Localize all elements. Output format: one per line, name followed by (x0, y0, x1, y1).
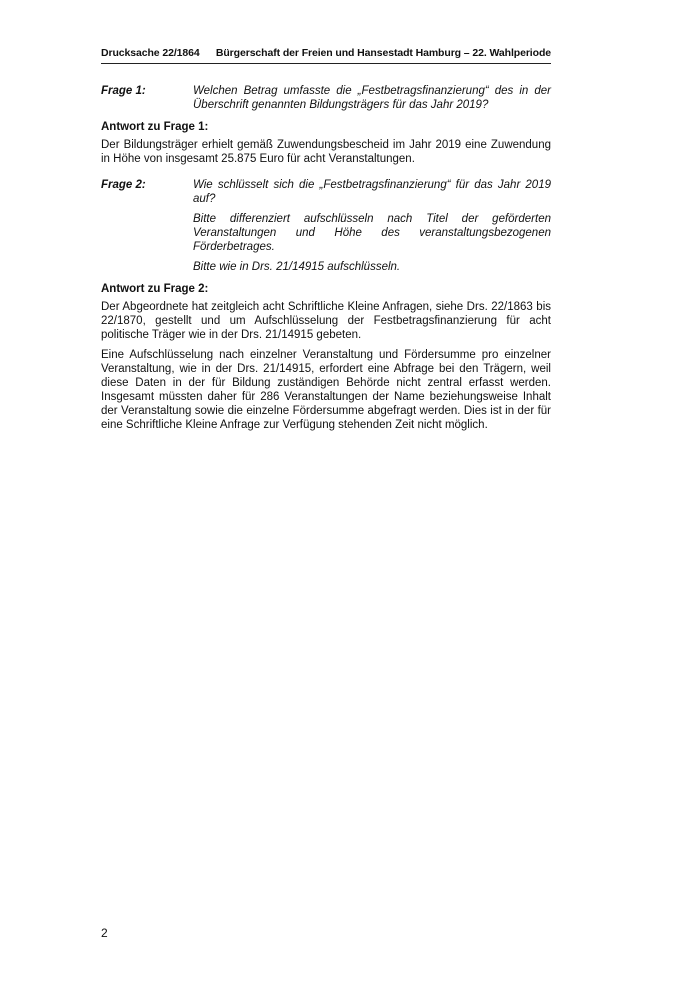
document-content (101, 84, 551, 438)
doc-number: Drucksache 22/1864 (101, 47, 200, 59)
question-2-note: Bitte wie in Drs. 21/14915 aufschlüsseln. (193, 261, 401, 273)
question-2-detail: Bitte differenziert aufschlüsseln nach Titel der geförderten Veranstaltungen und Höhe des veranstaltungsbezogenen Förderbetrages. (193, 213, 551, 253)
question-1-text: Welchen Betrag umfasste die „Festbetragsfinanzierung“ des in der Überschrift genannten Bildungsträgers für das Jahr 2019? (193, 85, 551, 111)
answer-2-paragraph-2: Eine Aufschlüsselung nach einzelner Veranstaltung und Fördersumme pro einzelner Veranstaltung, wie in der Drs. 21/14915, erfordert eine Abfrage bei den Trägern, weil diese Daten in der für Bildung zuständigen Behörde nicht zentral erfasst werden. Insgesamt müssten daher für 286 Veranstaltungen der Name beziehungsweise Inhalt der Veranstaltung sowie die einzelne Fördersumme abgefragt werden. Dies ist in der für eine Schriftliche Kleine Anfrage zur Verfügung stehenden Zeit nicht möglich. (101, 349, 551, 431)
question-1-label: Frage 1: (101, 85, 146, 97)
answer-1-text: Der Bildungsträger erhielt gemäß Zuwendungsbescheid im Jahr 2019 eine Zuwendung in Höhe von insgesamt 25.875 Euro für acht Veranstaltungen. (101, 139, 551, 165)
question-1 (101, 84, 551, 112)
answer-1-title: Antwort zu Frage 1: (101, 121, 209, 133)
question-2-text: Wie schlüsselt sich die „Festbetragsfinanzierung“ für das Jahr 2019 auf? (193, 179, 551, 205)
answer-2-title: Antwort zu Frage 2: (101, 283, 209, 295)
question-2 (101, 178, 551, 274)
page-number: 2 (101, 926, 108, 940)
page-header (101, 47, 551, 64)
answer-2-paragraph-1: Der Abgeordnete hat zeitgleich acht Schriftliche Kleine Anfragen, siehe Drs. 22/1863 bis 22/1870, gestellt und um Aufschlüsselung der Festbetragsfinanzierung für acht politische Träger wie in der Drs. 21/14915 gebeten. (101, 301, 551, 341)
parliament-title: Bürgerschaft der Freien und Hansestadt Hamburg – 22. Wahlperiode (215, 47, 551, 59)
question-2-label: Frage 2: (101, 179, 146, 191)
